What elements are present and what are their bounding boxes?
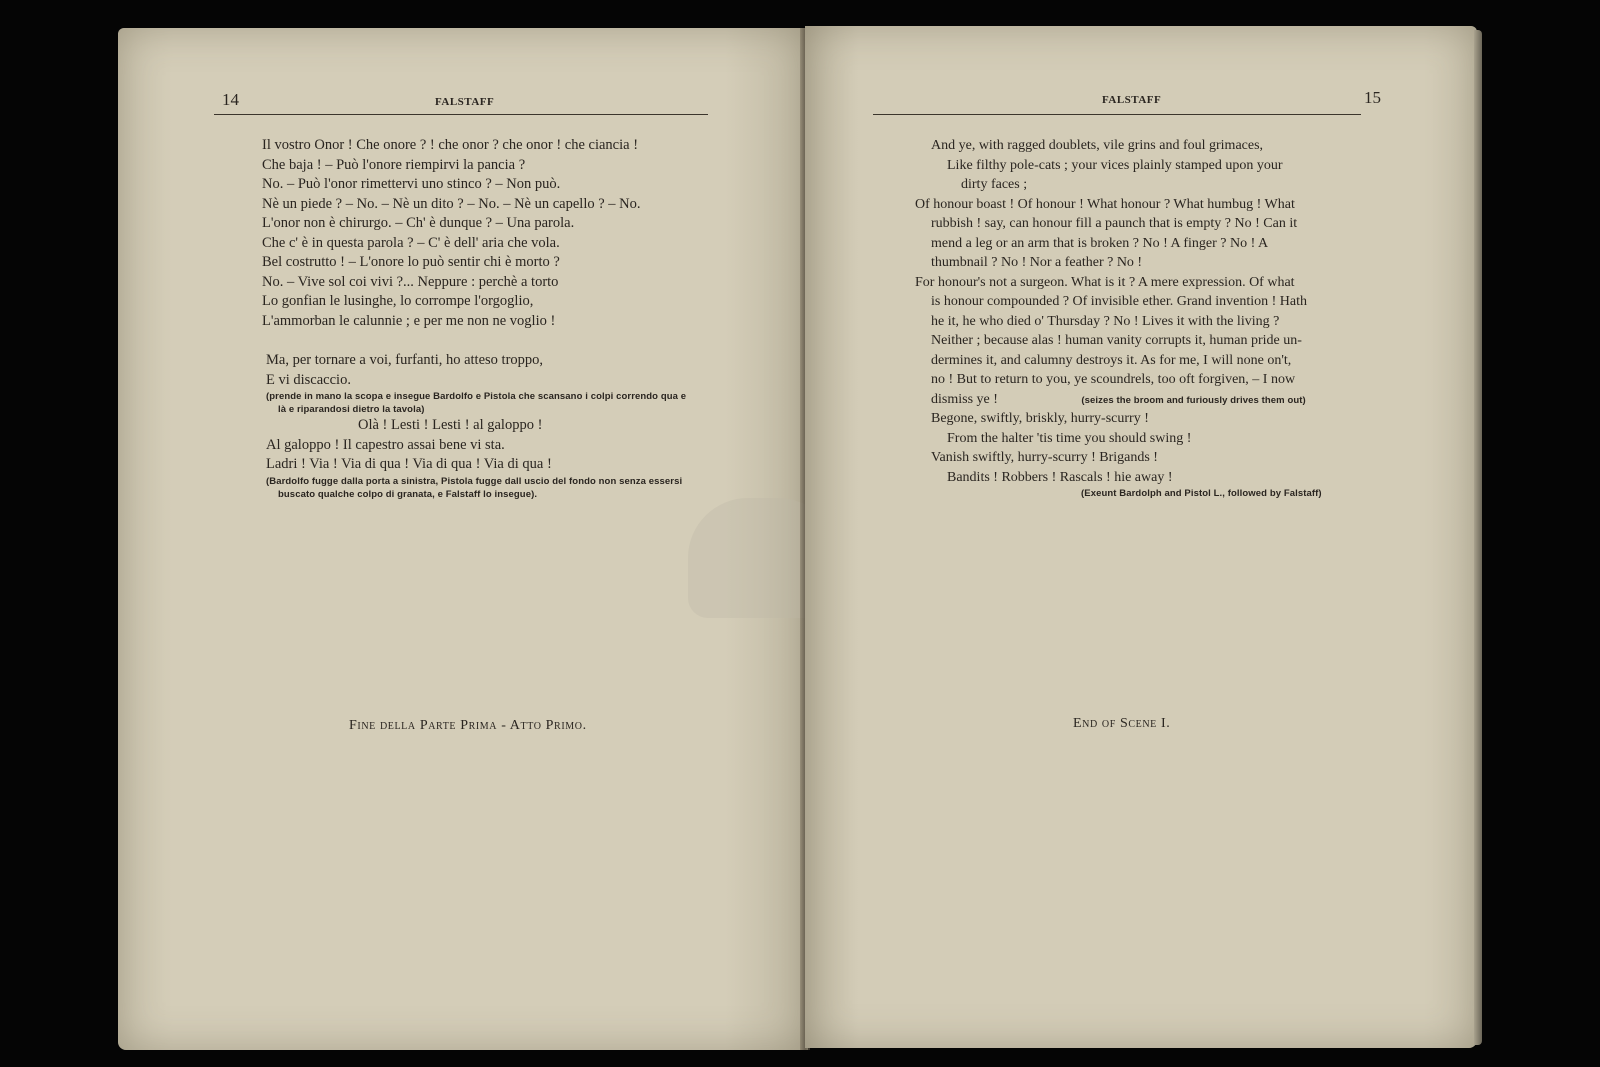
verse-line: Olà ! Lesti ! Lesti ! al galoppo ! bbox=[358, 417, 543, 433]
verse-line: mend a leg or an arm that is broken ? No ! A finger ? No ! A bbox=[931, 235, 1269, 251]
verse-line: is honour compounded ? Of invisible ether. Grand invention ! Hath bbox=[931, 294, 1307, 309]
stage-direction: (Exeunt Bardolph and Pistol L., followed by Falstaff) bbox=[1081, 488, 1322, 499]
verse-line: dermines it, and calumny destroys it. As for me, I will none on't, bbox=[931, 352, 1292, 368]
running-head-left: FALSTAFF bbox=[435, 96, 495, 108]
running-head-right: FALSTAFF bbox=[1102, 94, 1162, 106]
page-number-left: 14 bbox=[222, 90, 239, 109]
page-number-right: 15 bbox=[1364, 88, 1381, 107]
left-page bbox=[118, 28, 808, 1050]
verse-line: L'onor non è chirurgo. – Ch' è dunque ? – Una parola. bbox=[262, 215, 575, 231]
verse-line: For honour's not a surgeon. What is it ? A mere expression. Of what bbox=[915, 274, 1295, 290]
verse-line: Al galoppo ! Il capestro assai bene vi sta. bbox=[266, 436, 505, 453]
verse-line: And ye, with ragged doublets, vile grins and foul grimaces, bbox=[931, 138, 1264, 153]
verse-line bbox=[915, 390, 1322, 410]
verse-text: dismiss ye ! bbox=[931, 391, 998, 407]
verse-line: No. – Vive sol coi vivi ?... Neppure : perchè a torto bbox=[262, 273, 559, 290]
verse-line: Begone, swiftly, briskly, hurry-scurry ! bbox=[931, 411, 1149, 426]
end-of-scene-line: End of Scene I. bbox=[1073, 716, 1171, 731]
verse-line: Ma, per tornare a voi, furfanti, ho atteso troppo, bbox=[266, 352, 544, 368]
italian-verse-block bbox=[262, 136, 686, 501]
verse-line: dirty faces ; bbox=[961, 177, 1028, 192]
verse-line: E vi discaccio. bbox=[266, 371, 351, 388]
verse-line: Che c' è in questa parola ? – C' è dell' aria che vola. bbox=[262, 234, 560, 251]
verse-line: Like filthy pole-cats ; your vices plainly stamped upon your bbox=[947, 157, 1283, 173]
verse-line: Bandits ! Robbers ! Rascals ! hie away ! bbox=[947, 469, 1173, 485]
end-of-part-line: Fine della Parte Prima - Atto Primo. bbox=[349, 718, 587, 733]
page-edge bbox=[1474, 30, 1482, 1045]
stage-direction: (seizes the broom and furiously drives them out) bbox=[1081, 394, 1306, 406]
verse-line: thumbnail ? No ! Nor a feather ? No ! bbox=[931, 255, 1143, 270]
verse-line: no ! But to return to you, ye scoundrels, too oft forgiven, – I now bbox=[931, 372, 1296, 387]
verse-line: Lo gonfian le lusinghe, lo corrompe l'orgoglio, bbox=[262, 293, 534, 309]
verse-line: Nè un piede ? – No. – Nè un dito ? – No. – Nè un capello ? – No. bbox=[262, 195, 641, 212]
verse-line: Of honour boast ! Of honour ! What honour ? What humbug ! What bbox=[915, 196, 1295, 212]
verse-line: L'ammorban le calunnie ; e per me non ne voglio ! bbox=[262, 312, 556, 329]
verse-line: he it, he who died o' Thursday ? No ! Lives it with the living ? bbox=[931, 313, 1280, 329]
verse-line: rubbish ! say, can honour fill a paunch that is empty ? No ! Can it bbox=[931, 216, 1298, 231]
right-page bbox=[805, 26, 1477, 1048]
english-verse-block bbox=[915, 136, 1322, 500]
verse-line: No. – Può l'onor rimettervi uno stinco ? – Non può. bbox=[262, 176, 561, 192]
verse-line: Che baja ! – Può l'onore riempirvi la pancia ? bbox=[262, 156, 526, 173]
verse-line: Bel costrutto ! – L'onore lo può sentir chi è morto ? bbox=[262, 254, 560, 270]
verse-line: From the halter 'tis time you should swing ! bbox=[947, 430, 1192, 446]
verse-line: Vanish swiftly, hurry-scurry ! Brigands ! bbox=[931, 450, 1158, 465]
stage-direction: buscato qualche colpo di granata, e Falstaff lo insegue). bbox=[278, 488, 538, 500]
verse-line: Il vostro Onor ! Che onore ? ! che onor ? che onor ! che ciancia ! bbox=[262, 137, 639, 153]
verse-line: Neither ; because alas ! human vanity corrupts it, human pride un- bbox=[931, 333, 1302, 348]
header-rule-left bbox=[214, 114, 708, 115]
header-rule-right bbox=[873, 114, 1361, 115]
stage-direction: (Bardolfo fugge dalla porta a sinistra, Pistola fugge dall uscio del fondo non senza essersi bbox=[266, 475, 683, 487]
stage-direction: (prende in mano la scopa e insegue Bardolfo e Pistola che scansano i colpi correndo qua e bbox=[266, 391, 687, 402]
verse-line: Ladri ! Via ! Via di qua ! Via di qua ! Via di qua ! bbox=[266, 456, 552, 472]
stage-direction: là e riparandosi dietro la tavola) bbox=[278, 404, 425, 415]
